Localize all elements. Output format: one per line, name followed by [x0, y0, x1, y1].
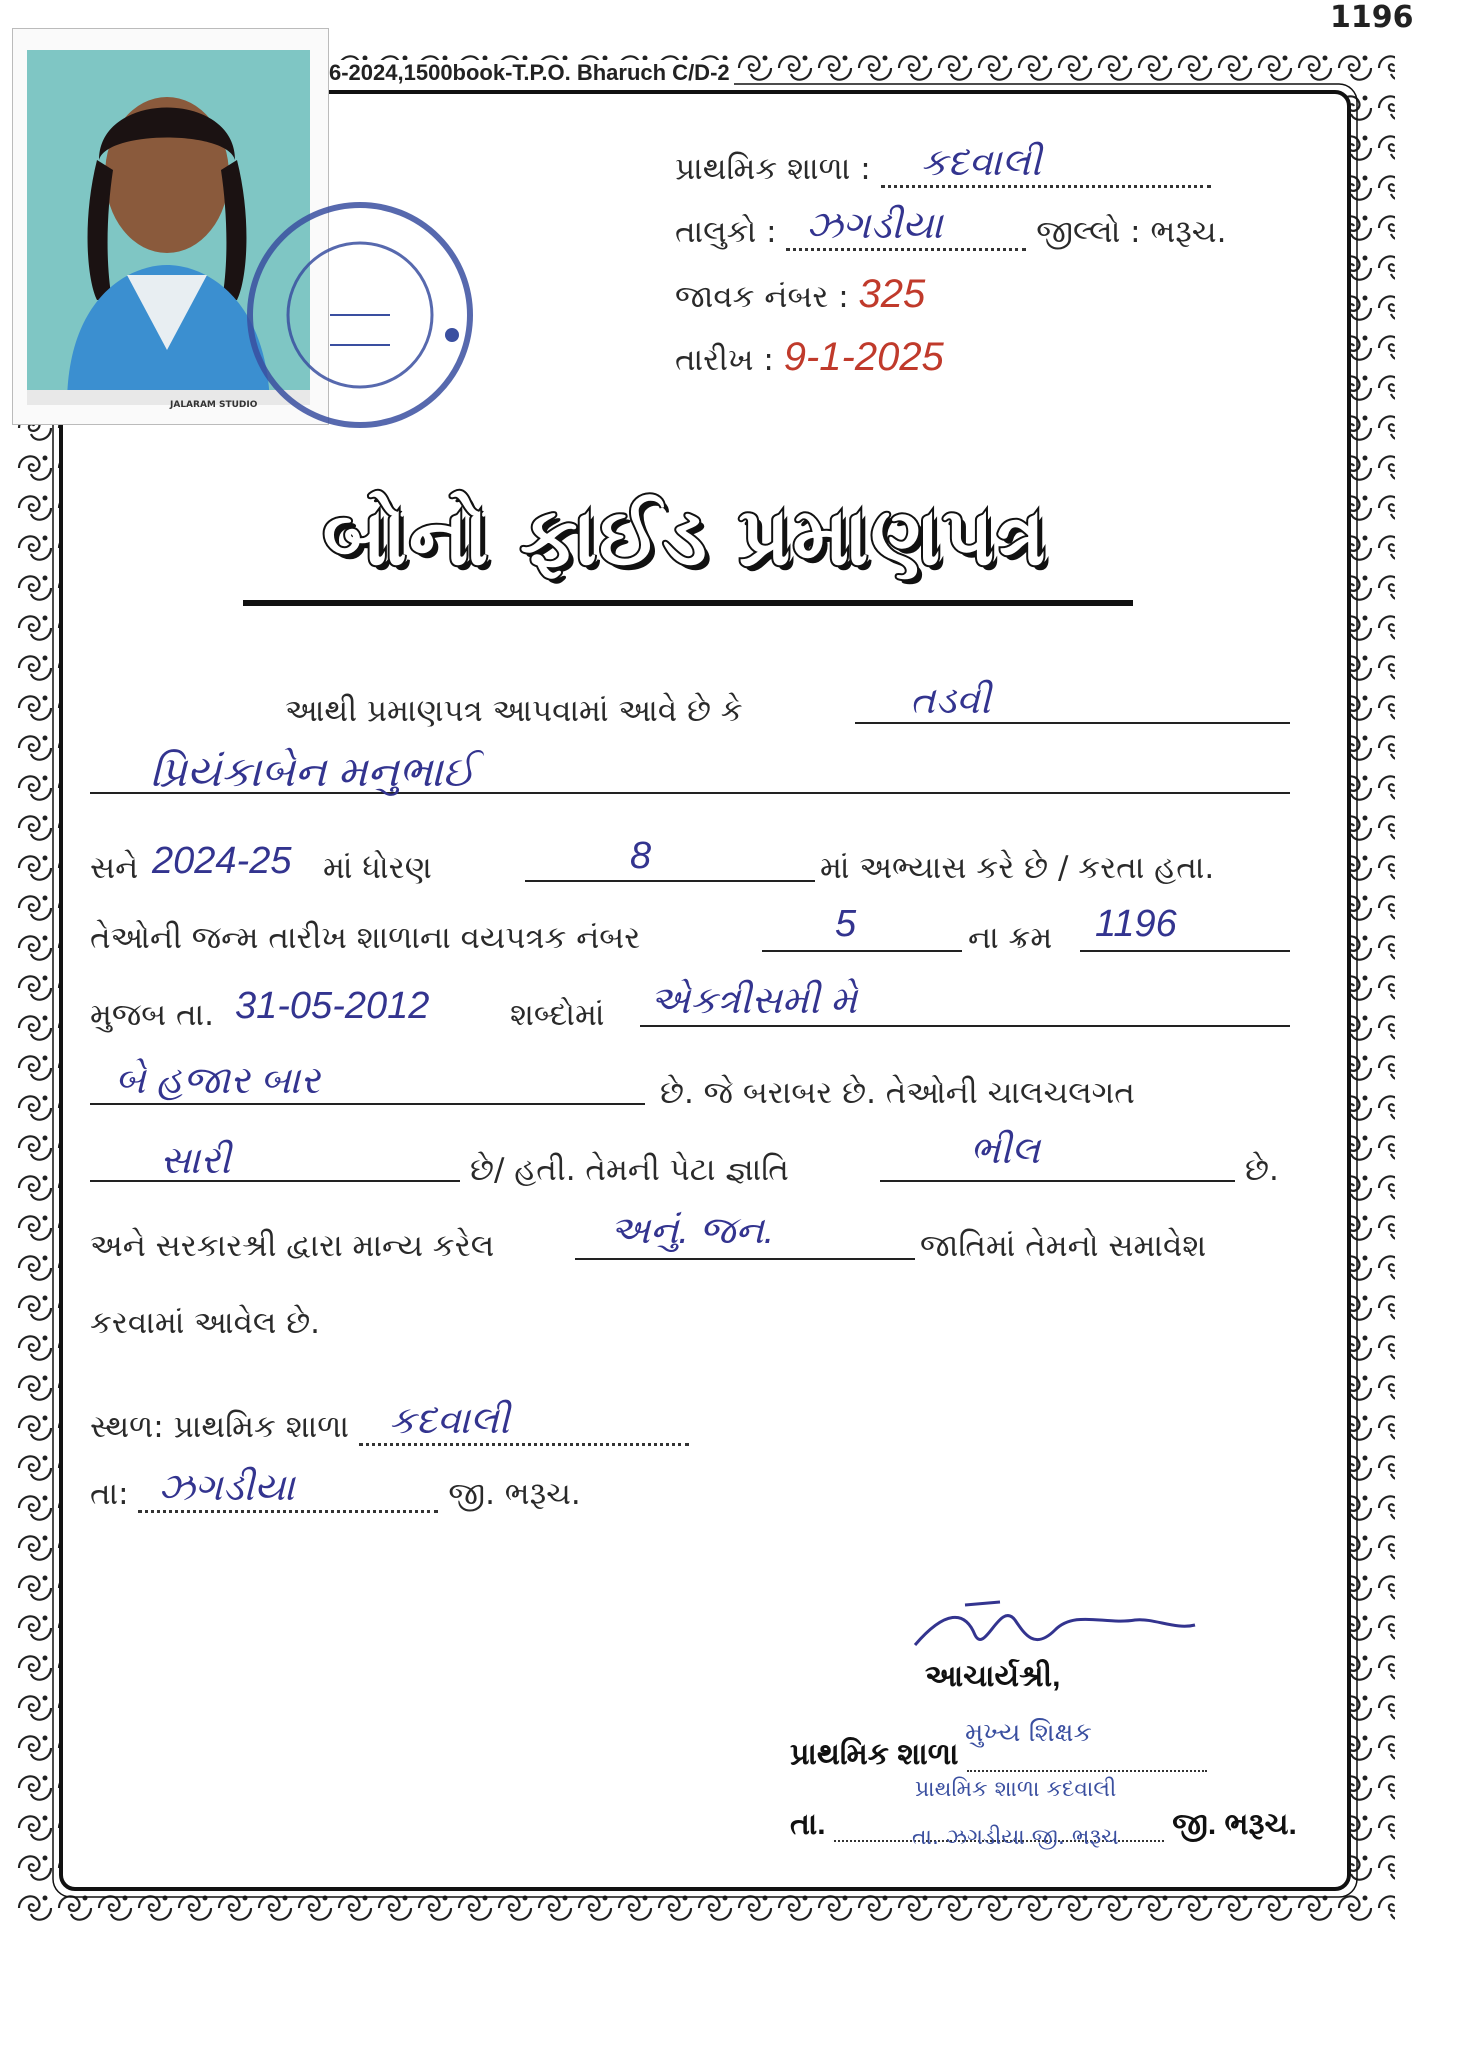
- footer-district: જી. ભરૂચ.: [448, 1476, 581, 1512]
- correct-label: છે. જે બરાબર છે. તેઓની ચાલચલગત: [660, 1075, 1135, 1111]
- std-underline: [525, 880, 815, 882]
- sign-school-label: પ્રાથમિક શાળા: [790, 1738, 959, 1771]
- dob-value: 31-05-2012: [235, 985, 430, 1027]
- footer-taluka-value: ઝગડીયા: [158, 1467, 295, 1509]
- print-line: 6-2024,1500book-T.P.O. Bharuch C/D-2: [325, 60, 734, 86]
- is-label: છે.: [1245, 1152, 1279, 1188]
- school-label: પ્રાથમિક શાળા :: [675, 151, 871, 187]
- taluka-line: [786, 205, 1026, 251]
- dob-words-underline: [90, 1103, 645, 1105]
- register-no: 5: [835, 903, 857, 945]
- birth-label: તેઓની જન્મ તારીખ શાળાના વયપત્રક નંબર: [90, 920, 641, 956]
- corner-number: 1196: [1330, 0, 1414, 35]
- closing-text: કરવામાં આવેલ છે.: [90, 1305, 321, 1341]
- study-label: માં અભ્યાસ કરે છે / કરતા હતા.: [820, 850, 1215, 886]
- stamp-line2: પ્રાથમિક શાળા કદવાલી: [915, 1777, 1117, 1802]
- govt-label: અને સરકારશ્રી દ્વારા માન્ય કરેલ: [90, 1228, 495, 1264]
- school-value: કદવાલી: [920, 142, 1042, 184]
- date-field: [675, 335, 944, 380]
- principal-signature: [905, 1590, 1205, 1670]
- outward-label: જાવક નંબર :: [675, 279, 849, 315]
- serial-underline: [1080, 950, 1290, 952]
- principal-title: આચાર્યશ્રી,: [925, 1660, 1061, 1693]
- serial-label: ના ક્રમ: [968, 920, 1053, 956]
- std-value: 8: [630, 835, 652, 877]
- place-line: [359, 1400, 689, 1446]
- outward-field: [675, 272, 925, 317]
- footer-taluka-field: [90, 1467, 581, 1513]
- year-value: 2024-25: [152, 840, 292, 882]
- student-name: પ્રિયંકાબેન મનુભાઈ: [150, 748, 476, 795]
- outward-value: 325: [858, 272, 926, 316]
- surname-value: તડવી: [910, 680, 991, 722]
- place-value: કદવાલી: [388, 1400, 510, 1442]
- studio-label: JALARAM STUDIO: [170, 400, 258, 410]
- sign-school-line: [967, 1770, 1207, 1772]
- stamp-line3: તા. ઝગડીયા જી. ભરૂચ: [912, 1825, 1119, 1850]
- sign-district: જી. ભરૂચ.: [1172, 1808, 1297, 1841]
- std-label: માં ધોરણ: [323, 850, 432, 886]
- subcaste-underline: [880, 1180, 1235, 1182]
- year-prefix: સને: [90, 850, 139, 886]
- school-field: [675, 142, 1211, 188]
- certificate-title: બોનો ફાઈડ પ્રમાણપત્ર: [322, 490, 1048, 583]
- stamp-line1: મુખ્ય શિક્ષક: [965, 1718, 1092, 1748]
- per-label: મુજબ તા.: [90, 997, 214, 1033]
- school-seal: [240, 195, 480, 435]
- body-line1-label: આથી પ્રમાણપત્ર આપવામાં આવે છે કે: [285, 693, 743, 729]
- dob-words-1: એકત્રીસમી મે: [650, 980, 858, 1022]
- register-underline: [762, 950, 962, 952]
- serial-no: 1196: [1095, 903, 1177, 945]
- subcaste-label: છે/ હતી. તેમની પેટા જ્ઞાતિ: [470, 1152, 789, 1188]
- date-label: તારીખ :: [675, 342, 774, 378]
- caste-label: જાતિમાં તેમનો સમાવેશ: [920, 1228, 1207, 1264]
- caste-value: અનું. જન.: [610, 1210, 775, 1252]
- caste-underline: [575, 1258, 915, 1260]
- place-label: સ્થળ: પ્રાથમિક શાળા: [90, 1409, 349, 1445]
- district-label: જીલ્લો : ભરૂચ.: [1036, 214, 1227, 250]
- dob-words-2: બે હજાર બાર: [115, 1060, 320, 1102]
- taluka-value: ઝગડીયા: [806, 205, 943, 247]
- conduct-value: સારી: [160, 1140, 231, 1182]
- taluka-label: તાલુકો :: [675, 214, 777, 250]
- title-underline: [243, 600, 1133, 606]
- date-value: 9-1-2025: [783, 335, 944, 379]
- words-label: શબ્દોમાં: [510, 997, 605, 1033]
- sign-taluka-prefix: તા.: [790, 1808, 826, 1841]
- taluka-field: [675, 205, 1226, 251]
- subcaste-value: ભીલ: [970, 1130, 1040, 1172]
- footer-taluka-label: તા:: [90, 1476, 129, 1512]
- place-field: [90, 1400, 689, 1446]
- conduct-underline: [90, 1180, 460, 1182]
- words-underline: [640, 1025, 1290, 1027]
- footer-taluka-line: [138, 1467, 438, 1513]
- school-line: [881, 142, 1211, 188]
